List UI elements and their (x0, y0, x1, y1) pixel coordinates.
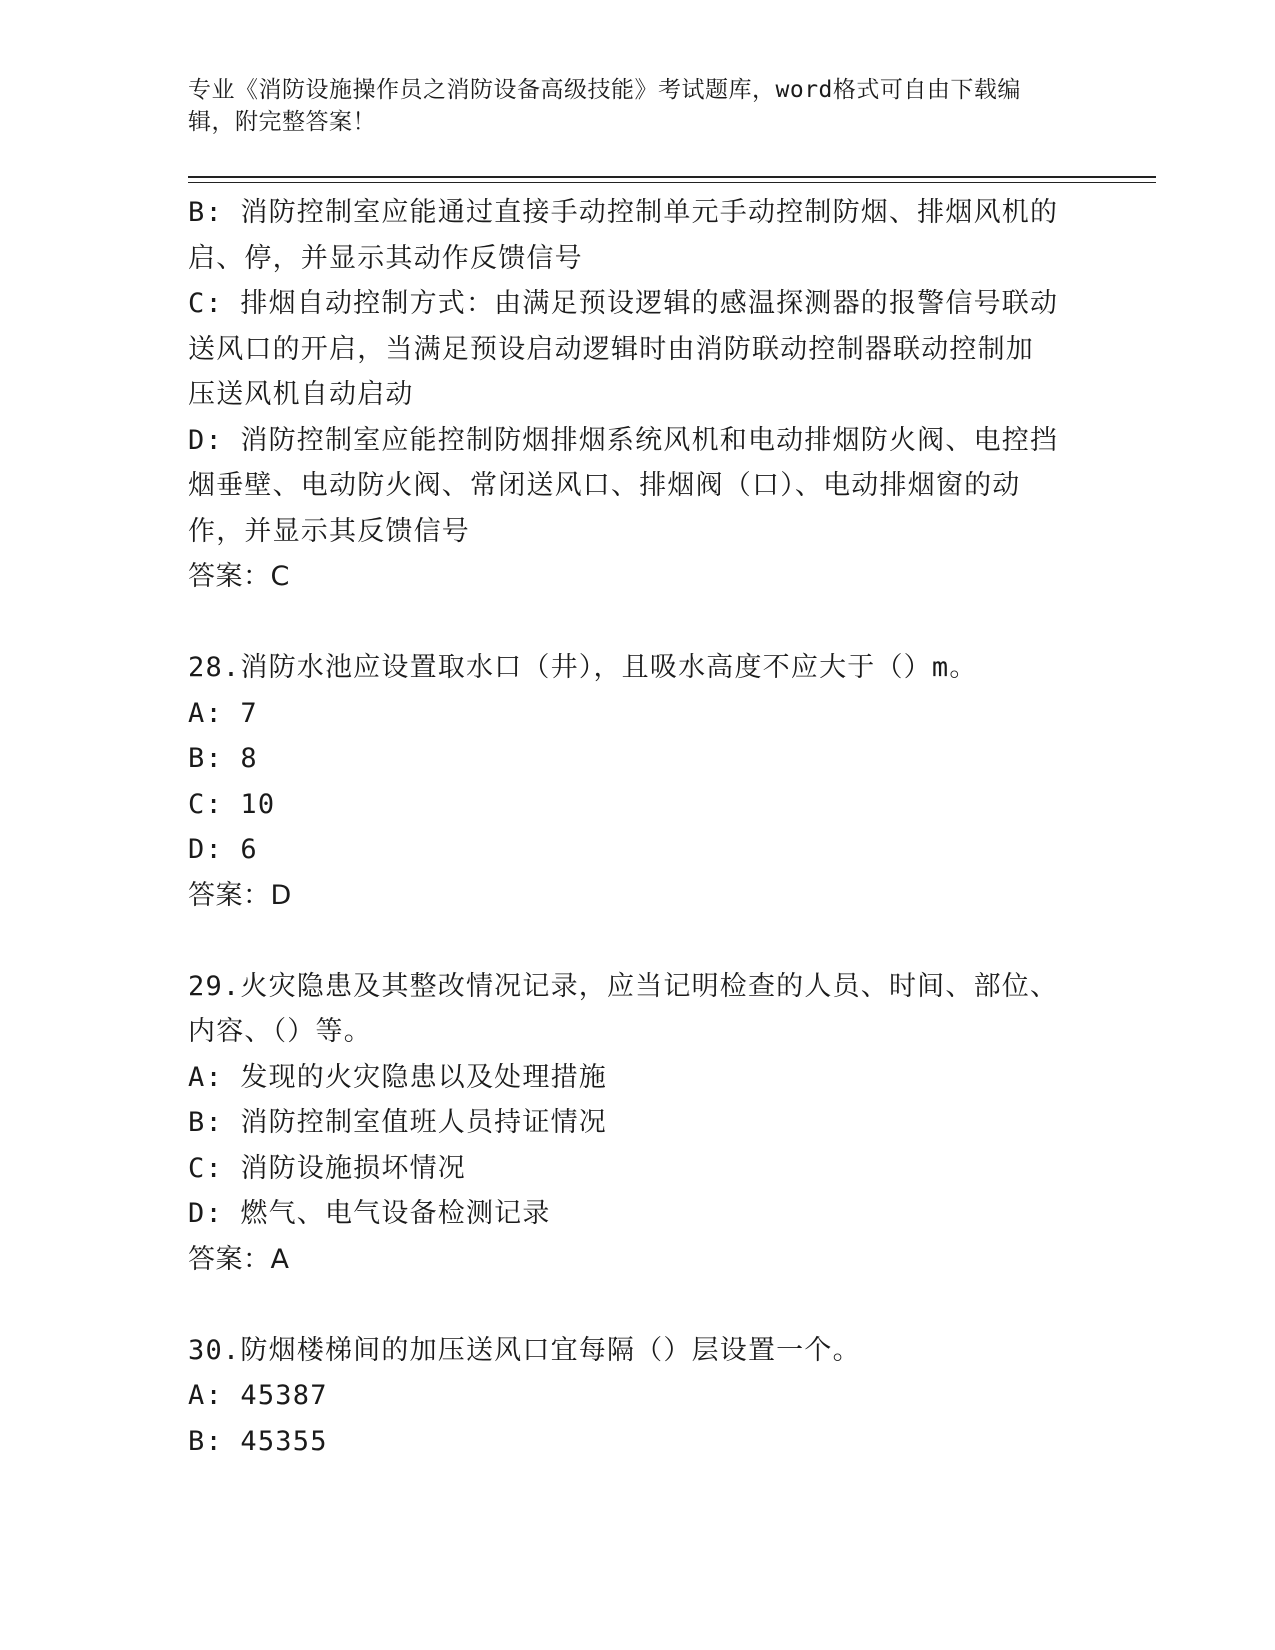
q27-option-d-line-2: 烟垂壁、电动防火阀、常闭送风口、排烟阀（口）、电动排烟窗的动 (188, 470, 1021, 501)
q27-answer: 答案：C (188, 561, 290, 592)
question-27-continued (188, 190, 1088, 600)
header-line-1: 专业《消防设施操作员之消防设备高级技能》考试题库，word格式可自由下载编 (188, 77, 1021, 103)
q27-option-d-line-3: 作，并显示其反馈信号 (188, 515, 470, 547)
q30-option-b: B: 45355 (188, 1425, 328, 1457)
header-divider-thin (188, 182, 1156, 183)
question-29 (188, 964, 1088, 1283)
q28-option-b: B: 8 (188, 743, 258, 774)
question-30 (188, 1328, 1088, 1465)
q30-option-a: A: 45387 (188, 1380, 328, 1411)
q28-option-c: C: 10 (188, 788, 276, 820)
q27-option-b-line-1: B: 消防控制室应能通过直接手动控制单元手动控制防烟、排烟风机的 (188, 197, 1059, 228)
q27-option-c-line-3: 压送风机自动启动 (188, 379, 414, 410)
q27-option-b-line-2: 启、停，并显示其动作反馈信号 (188, 242, 583, 274)
q27-option-c-line-1: C: 排烟自动控制方式：由满足预设逻辑的感温探测器的报警信号联动 (188, 288, 1059, 319)
header-line-2: 辑，附完整答案！ (188, 109, 376, 135)
spacer (188, 918, 1088, 964)
q29-option-d: D: 燃气、电气设备检测记录 (188, 1198, 551, 1229)
q29-option-a: A: 发现的火灾隐患以及处理措施 (188, 1061, 607, 1093)
question-content (188, 190, 1088, 1464)
header-divider-thick (188, 176, 1156, 178)
q28-option-a: A: 7 (188, 697, 258, 729)
q27-option-d-line-1: D: 消防控制室应能控制防烟排烟系统风机和电动排烟防火阀、电控挡 (188, 424, 1059, 456)
q29-answer: 答案：A (188, 1243, 290, 1275)
q28-answer: 答案：D (188, 879, 292, 911)
q29-option-c: C: 消防设施损坏情况 (188, 1152, 466, 1184)
q29-question-line-2: 内容、（）等。 (188, 1016, 372, 1047)
q27-option-c-line-2: 送风口的开启，当满足预设启动逻辑时由消防联动控制器联动控制加 (188, 333, 1034, 365)
q28-question: 28.消防水池应设置取水口（井），且吸水高度不应大于（）m。 (188, 652, 978, 683)
document-header (188, 74, 1068, 138)
question-28 (188, 645, 1088, 918)
q29-question-line-1: 29.火灾隐患及其整改情况记录，应当记明检查的人员、时间、部位、 (188, 970, 1059, 1002)
spacer (188, 600, 1088, 646)
spacer (188, 1282, 1088, 1328)
q29-option-b: B: 消防控制室值班人员持证情况 (188, 1107, 607, 1138)
q30-question: 30.防烟楼梯间的加压送风口宜每隔（）层设置一个。 (188, 1334, 861, 1366)
q28-option-d: D: 6 (188, 834, 258, 865)
